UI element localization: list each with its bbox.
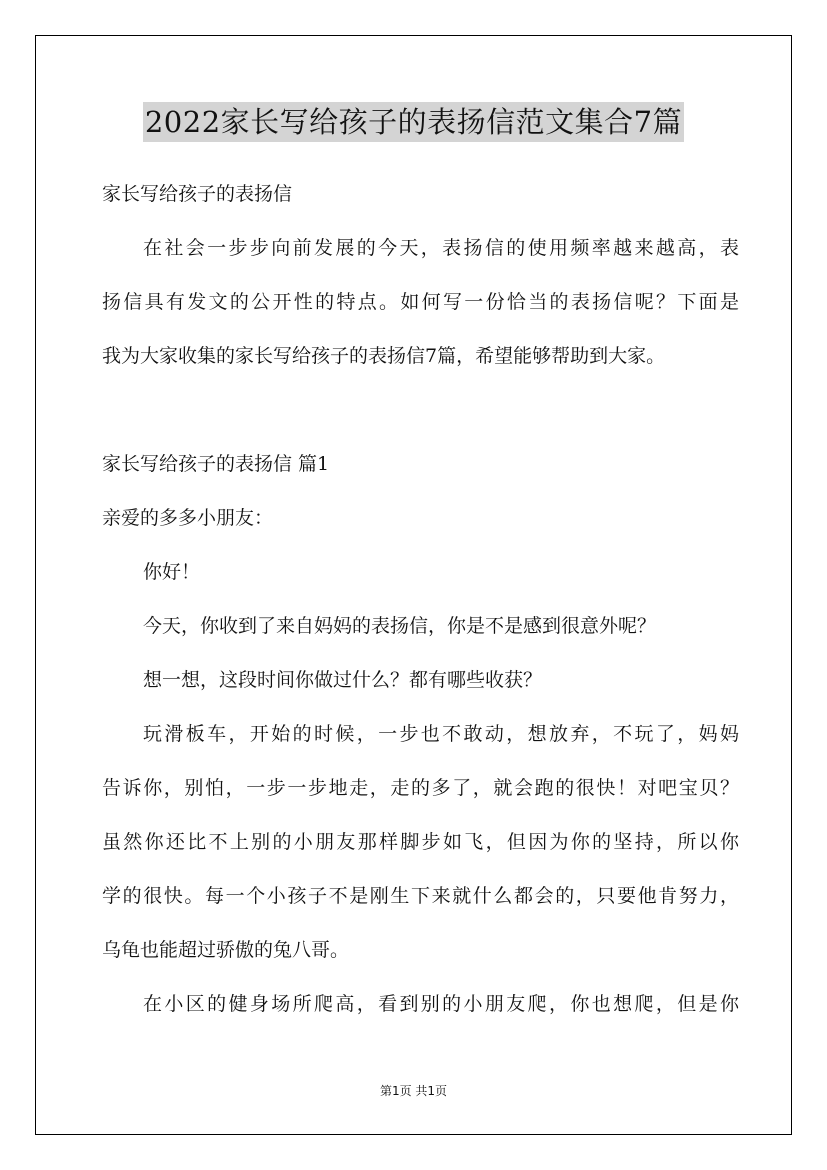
paragraph-3-line-1: 玩滑板车，开始的时候，一步也不敢动，想放弃，不玩了，妈妈: [143, 723, 739, 745]
paragraph-3-line-5: 乌龟也能超过骄傲的兔八哥。: [102, 939, 350, 961]
intro-line-1: 在社会一步步向前发展的今天，表扬信的使用频率越来越高，表: [143, 237, 739, 259]
intro-line-3: 我为大家收集的家长写给孩子的表扬信7篇，希望能够帮助到大家。: [102, 345, 666, 367]
paragraph-1: 今天，你收到了来自妈妈的表扬信，你是不是感到很意外呢？: [143, 615, 657, 637]
intro-line-2: 扬信具有发文的公开性的特点。如何写一份恰当的表扬信呢？下面是: [102, 291, 739, 313]
paragraph-3-line-3: 虽然你还比不上别的小朋友那样脚步如飞，但因为你的坚持，所以你: [102, 831, 739, 853]
salutation: 亲爱的多多小朋友：: [102, 507, 274, 529]
paragraph-2: 想一想，这段时间你做过什么？都有哪些收获？: [143, 669, 543, 691]
subheading-letter: 家长写给孩子的表扬信: [102, 183, 293, 205]
document-title: 2022家长写给孩子的表扬信范文集合7篇: [143, 102, 684, 142]
paragraph-4-line-1: 在小区的健身场所爬高，看到别的小朋友爬，你也想爬，但是你: [143, 993, 739, 1015]
paragraph-3-line-2: 告诉你，别怕，一步一步地走，走的多了，就会跑的很快！对吧宝贝？: [102, 777, 739, 799]
greeting: 你好！: [143, 561, 201, 583]
document-title-wrapper: [0, 102, 827, 142]
page-number-footer: 第1页 共1页: [379, 1084, 448, 1098]
paragraph-3-line-4: 学的很快。每一个小孩子不是刚生下来就什么都会的，只要他肯努力，: [102, 885, 739, 907]
subheading-part-1: 家长写给孩子的表扬信 篇1: [102, 453, 330, 475]
